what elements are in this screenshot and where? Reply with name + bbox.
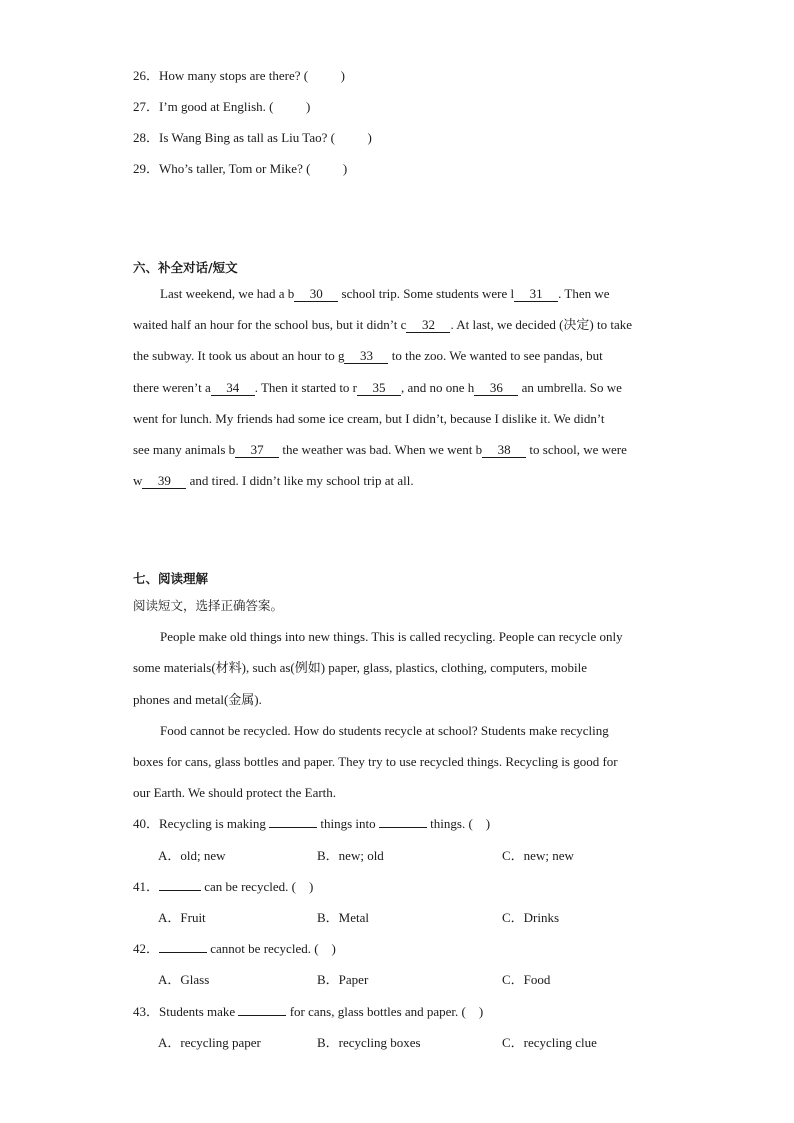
question-number: 43． [133, 1004, 160, 1019]
section-6-title: 六、补全对话/短文 [133, 260, 238, 275]
cloze-line [133, 472, 414, 490]
cloze-blank[interactable]: 38 [482, 443, 526, 458]
passage-line: some materials(材料), such as(例如) paper, glass, plastics, clothing, computers, mobile [133, 660, 588, 675]
option-c[interactable]: C．Drinks [502, 910, 560, 925]
cloze-text: there weren’t a [133, 380, 211, 395]
question-text: Recycling is making [159, 816, 266, 831]
cloze-blank[interactable]: 37 [235, 443, 279, 458]
question-text: can be recycled. [204, 879, 289, 894]
option-a[interactable]: A．Fruit [158, 910, 206, 925]
question-42 [133, 940, 336, 958]
passage-line: Food cannot be recycled. How do students recycle at school? Students make recycling [160, 723, 609, 738]
cloze-line [133, 379, 622, 397]
cloze-blank[interactable]: 39 [142, 474, 186, 489]
cloze-text: Last weekend, we had a b [160, 286, 295, 301]
question-26 [133, 67, 345, 85]
answer-paren[interactable]: ( ) [291, 879, 314, 894]
cloze-line [133, 410, 605, 428]
cloze-blank[interactable]: 33 [344, 349, 388, 364]
cloze-text: the weather was bad. When we went b [279, 442, 483, 457]
answer-blank[interactable] [159, 878, 201, 891]
section-7-instruction: 阅读短文，选择正确答案。 [133, 598, 284, 613]
passage-line: our Earth. We should protect the Earth. [133, 785, 337, 800]
question-text: things. [430, 816, 466, 831]
answer-paren[interactable]: ( ) [269, 99, 311, 114]
question-number: 29． [133, 161, 160, 176]
cloze-blank[interactable]: 31 [514, 287, 558, 302]
question-text: Who’s taller, Tom or Mike? [159, 161, 303, 176]
question-text: cannot be recycled. [210, 941, 311, 956]
cloze-text: . Then we [558, 286, 610, 301]
option-a[interactable]: A．recycling paper [158, 1035, 261, 1050]
cloze-line [133, 316, 632, 334]
question-number: 42． [133, 941, 160, 956]
question-29 [133, 160, 347, 178]
answer-paren[interactable]: ( ) [314, 941, 336, 956]
answer-paren[interactable]: ( ) [461, 1004, 484, 1019]
option-c[interactable]: C．Food [502, 972, 551, 987]
question-text: Is Wang Bing as tall as Liu Tao? [159, 130, 328, 145]
answer-paren[interactable]: ( ) [468, 816, 491, 831]
cloze-text: to school, we were [526, 442, 627, 457]
option-a[interactable]: A．old; new [158, 848, 226, 863]
question-number: 26． [133, 68, 160, 83]
question-41 [133, 878, 313, 896]
answer-blank[interactable] [238, 1003, 286, 1016]
cloze-text: and tired. I didn’t like my school trip at all. [186, 473, 414, 488]
cloze-blank[interactable]: 30 [294, 287, 338, 302]
answer-blank[interactable] [269, 815, 317, 828]
passage-line: phones and metal(金属). [133, 692, 262, 707]
cloze-text: . At last, we decided (决定) to take [450, 317, 633, 332]
answer-paren[interactable]: ( ) [330, 130, 372, 145]
cloze-line [160, 285, 610, 303]
question-text: for cans, glass bottles and paper. [289, 1004, 459, 1019]
passage-line: People make old things into new things. This is called recycling. People can recycle only [160, 629, 623, 644]
answer-paren[interactable]: ( ) [306, 161, 348, 176]
cloze-text: waited half an hour for the school bus, but it didn’t c [133, 317, 407, 332]
section-7-title: 七、阅读理解 [133, 571, 209, 586]
cloze-text: school trip. Some students were l [338, 286, 515, 301]
option-b[interactable]: B．new; old [317, 848, 384, 863]
question-text: I’m good at English. [159, 99, 266, 114]
cloze-blank[interactable]: 34 [211, 381, 255, 396]
cloze-text: w [133, 473, 143, 488]
question-number: 27． [133, 99, 160, 114]
question-28 [133, 129, 372, 147]
question-43 [133, 1003, 483, 1021]
cloze-text: went for lunch. My friends had some ice cream, but I didn’t, because I dislike it. We didn’t [133, 411, 605, 426]
cloze-text: , and no one h [401, 380, 475, 395]
cloze-text: . Then it started to r [254, 380, 358, 395]
option-b[interactable]: B．Paper [317, 972, 369, 987]
cloze-line [133, 347, 603, 365]
question-text: Students make [159, 1004, 236, 1019]
option-b[interactable]: B．Metal [317, 910, 369, 925]
option-a[interactable]: A．Glass [158, 972, 210, 987]
cloze-text: the subway. It took us about an hour to g [133, 348, 345, 363]
cloze-blank[interactable]: 35 [357, 381, 401, 396]
question-text: things into [320, 816, 376, 831]
cloze-blank[interactable]: 32 [406, 318, 450, 333]
cloze-blank[interactable]: 36 [474, 381, 518, 396]
option-c[interactable]: C．recycling clue [502, 1035, 597, 1050]
question-27 [133, 98, 310, 116]
answer-blank[interactable] [159, 940, 207, 953]
question-number: 40． [133, 816, 160, 831]
cloze-text: see many animals b [133, 442, 236, 457]
cloze-line [133, 441, 627, 459]
cloze-text: an umbrella. So we [518, 380, 622, 395]
option-c[interactable]: C．new; new [502, 848, 574, 863]
passage-line: boxes for cans, glass bottles and paper. They try to use recycled things. Recycling is good for [133, 754, 618, 769]
cloze-text: to the zoo. We wanted to see pandas, but [388, 348, 603, 363]
question-40 [133, 815, 490, 833]
question-number: 41． [133, 879, 160, 894]
question-text: How many stops are there? [159, 68, 301, 83]
answer-blank[interactable] [379, 815, 427, 828]
option-b[interactable]: B．recycling boxes [317, 1035, 421, 1050]
answer-paren[interactable]: ( ) [303, 68, 345, 83]
question-number: 28． [133, 130, 160, 145]
